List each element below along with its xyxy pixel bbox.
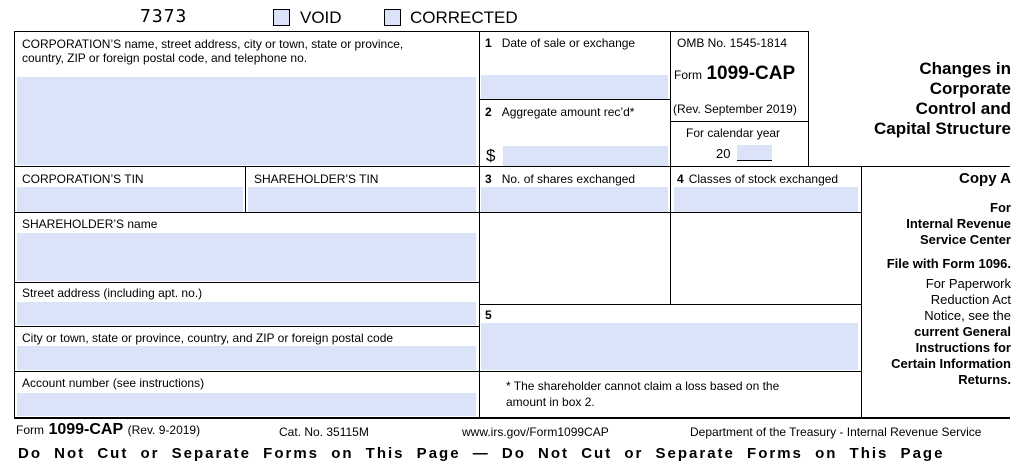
city-input[interactable] — [17, 346, 476, 370]
corrected-checkbox[interactable] — [384, 9, 401, 26]
footer-form-name: Form 1099-CAP (Rev. 9-2019) — [16, 421, 201, 438]
corporation-tin-input[interactable] — [17, 187, 243, 212]
corporation-tin-label: CORPORATION’S TIN — [22, 172, 144, 186]
form-title-box: Form 1099-CAP — [674, 63, 796, 84]
calendar-year-prefix: 20 — [716, 146, 731, 161]
corporation-name-label: CORPORATION’S name, street address, city or town, state or province, country, ZIP or foreign postal code, and telephone no. — [22, 37, 404, 65]
do-not-cut-warning: Do Not Cut or Separate Forms on This Page — Do Not Cut or Separate Forms on This Page — [18, 445, 945, 462]
shareholder-name-input[interactable] — [17, 233, 476, 281]
copy-a-label: Copy A — [959, 170, 1011, 187]
catalog-number: Cat. No. 35115M — [279, 425, 369, 439]
shareholder-tin-label: SHAREHOLDER’S TIN — [254, 172, 379, 186]
dollar-sign: $ — [486, 146, 496, 165]
revision-date: (Rev. September 2019) — [673, 102, 797, 116]
street-address-input[interactable] — [17, 302, 476, 325]
box4-classes-input[interactable] — [674, 187, 858, 212]
void-checkbox[interactable] — [273, 9, 290, 26]
corrected-label: CORRECTED — [410, 8, 518, 27]
department-label: Department of the Treasury - Internal Revenue Service — [690, 425, 982, 439]
shareholder-note: * The shareholder cannot claim a loss based on the amount in box 2. — [506, 379, 780, 409]
account-number-input[interactable] — [17, 393, 476, 416]
box5-input[interactable] — [481, 323, 858, 370]
city-label: City or town, state or province, country, and ZIP or foreign postal code — [22, 331, 394, 345]
form-title: Changes in Corporate Control and Capital Structure — [874, 59, 1011, 138]
box3-label: 3 No. of shares exchanged — [485, 172, 636, 186]
omb-number: OMB No. 1545-1814 — [677, 36, 788, 50]
irs-url[interactable]: www.irs.gov/Form1099CAP — [462, 425, 609, 439]
corporation-name-input[interactable] — [17, 77, 476, 165]
box1-date-input[interactable] — [481, 75, 668, 99]
account-number-label: Account number (see instructions) — [22, 376, 205, 390]
void-label: VOID — [300, 8, 342, 27]
calendar-year-input[interactable] — [737, 145, 772, 161]
box1-label: 1 Date of sale or exchange — [485, 36, 636, 50]
street-address-label: Street address (including apt. no.) — [22, 286, 203, 300]
box5-label: 5 — [485, 308, 492, 322]
box3-shares-input[interactable] — [481, 187, 668, 212]
box2-label: 2 Aggregate amount rec’d* — [485, 105, 635, 119]
box2-amount-input[interactable] — [503, 146, 668, 166]
shareholder-tin-input[interactable] — [248, 187, 476, 212]
form-code: 7373 — [140, 6, 188, 27]
calendar-year-label: For calendar year — [686, 126, 781, 140]
sidebar-instructions: For Internal Revenue Service Center File with Form 1096. For Paperwork Reduction Act Notice, see the current General Instructions for Certain Information Returns. — [886, 200, 1011, 387]
shareholder-name-label: SHAREHOLDER’S name — [22, 217, 158, 231]
box4-label: 4 Classes of stock exchanged — [677, 172, 839, 186]
